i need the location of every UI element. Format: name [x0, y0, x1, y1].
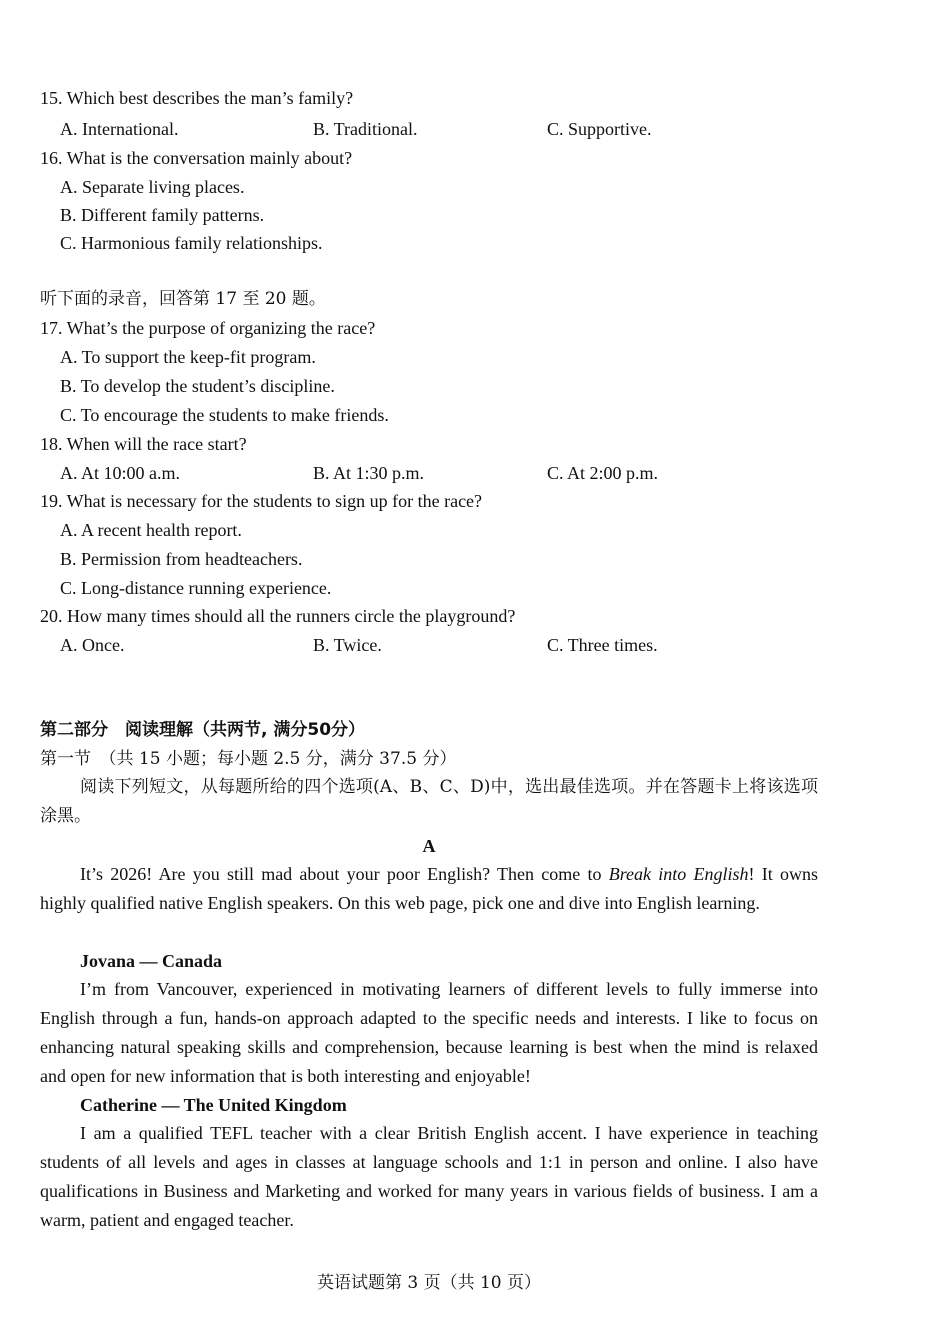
question-20-option-c: C. Three times.: [547, 635, 658, 655]
question-17-option-b: B. To develop the student’s discipline.: [60, 376, 335, 396]
question-19-option-a: A. A recent health report.: [60, 520, 242, 540]
question-16-stem: 16. What is the conversation mainly about?: [40, 148, 353, 168]
question-18-option-b: B. At 1:30 p.m.: [313, 463, 425, 483]
question-19-option-b: B. Permission from headteachers.: [60, 549, 303, 569]
question-19-option-c: C. Long-distance running experience.: [60, 578, 332, 598]
question-15-option-b: B. Traditional.: [313, 119, 418, 139]
site-name: Break into English: [608, 864, 749, 884]
question-17-option-a: A. To support the keep-fit program.: [60, 347, 316, 367]
question-16-option-c: C. Harmonious family relationships.: [60, 233, 323, 253]
teacher-1-name: Jovana — Canada: [80, 951, 223, 971]
page-footer: 英语试题第 3 页（共 10 页）: [316, 1273, 542, 1293]
part-two-title: 第二部分 阅读理解（共两节, 满分50分）: [40, 720, 366, 740]
passage-intro: [40, 860, 818, 918]
question-15-option-a: A. International.: [60, 119, 179, 139]
teacher-2-name: Catherine — The United Kingdom: [80, 1095, 347, 1115]
listening-instruction: 听下面的录音，回答第 17 至 20 题。: [40, 289, 326, 309]
question-18-stem: 18. When will the race start?: [40, 434, 247, 454]
question-16-option-b: B. Different family patterns.: [60, 205, 265, 225]
intro-text-end: ! It owns highly qualified native English speakers. On this web page, pick one and dive into English learning.: [40, 864, 818, 913]
intro-text-start: It’s 2026! Are you still mad about your poor English? Then come to: [80, 864, 609, 884]
question-17-option-c: C. To encourage the students to make friends.: [60, 405, 389, 425]
section-one-title: 第一节 （共 15 小题；每小题 2.5 分，满分 37.5 分）: [40, 749, 457, 769]
question-18-option-a: A. At 10:00 a.m.: [60, 463, 180, 483]
passage-label: A: [422, 836, 436, 856]
question-20-stem: 20. How many times should all the runners circle the playground?: [40, 606, 516, 626]
teacher-1-description: I’m from Vancouver, experienced in motivating learners of different levels to fully immerse into English through a fun, hands-on approach adapted to the specific needs and interests. I like to focus on enhancing natural speaking skills and comprehension, because learning is best when the mind is relaxed and open for new information that is both interesting and enjoyable!: [40, 979, 818, 1086]
question-17-stem: 17. What’s the purpose of organizing the race?: [40, 318, 376, 338]
question-20-option-b: B. Twice.: [313, 635, 382, 655]
question-19-stem: 19. What is necessary for the students to sign up for the race?: [40, 491, 483, 511]
question-18-option-c: C. At 2:00 p.m.: [547, 463, 659, 483]
question-15-option-c: C. Supportive.: [547, 119, 652, 139]
reading-directions: 阅读下列短文，从每题所给的四个选项(A、B、C、D)中，选出最佳选项。并在答题卡上将该选项涂黑。: [40, 777, 818, 826]
question-16-option-a: A. Separate living places.: [60, 177, 245, 197]
question-15-stem: 15. Which best describes the man’s family?: [40, 88, 354, 108]
teacher-2-description: I am a qualified TEFL teacher with a clear British English accent. I have experience in teaching students of all levels and ages in classes at language schools and 1:1 in person and online. I also have qualifications in Business and Marketing and worked for many years in various fields of business. I am a warm, patient and engaged teacher.: [40, 1123, 818, 1230]
question-20-option-a: A. Once.: [60, 635, 125, 655]
